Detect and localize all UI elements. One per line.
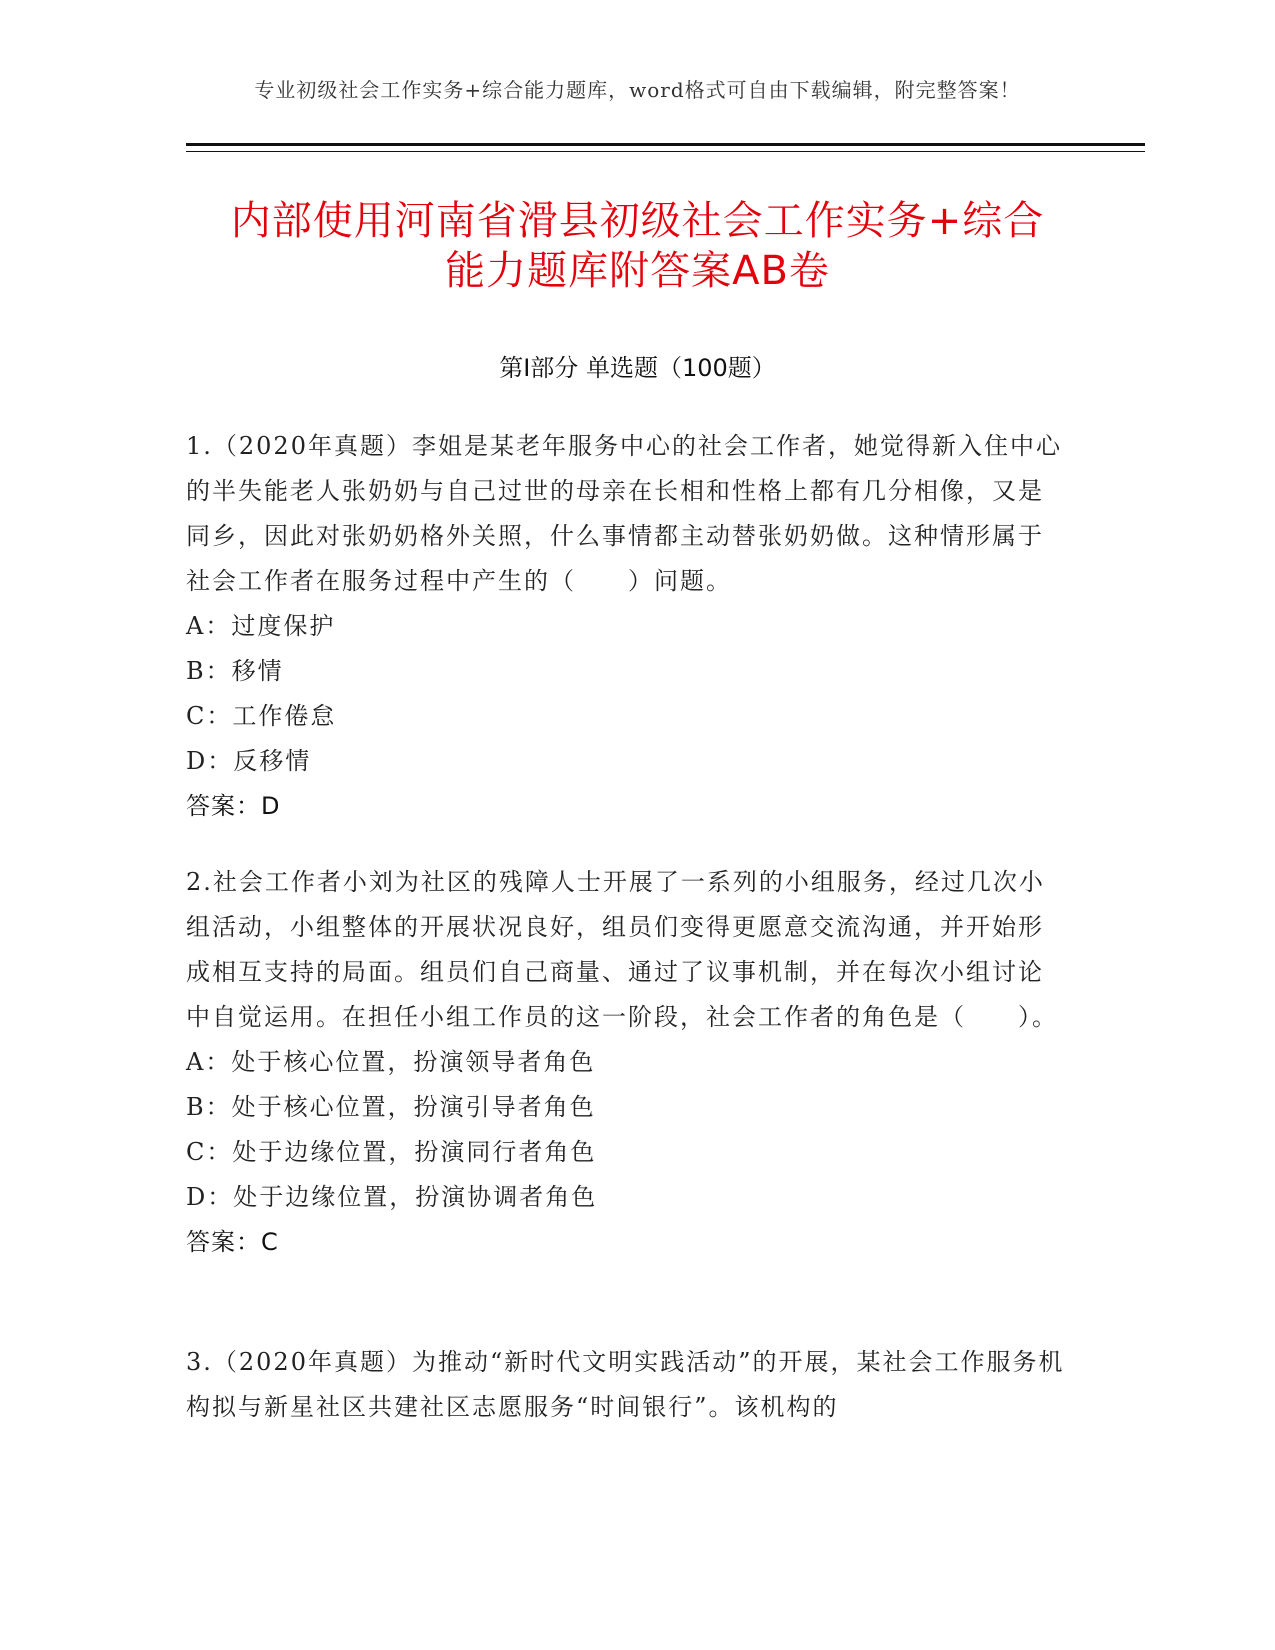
option-a: A：处于核心位置，扮演领导者角色 — [186, 1048, 596, 1076]
option-c: C：工作倦怠 — [186, 702, 337, 730]
answer: 答案：C — [186, 1228, 279, 1256]
question-3 — [186, 1340, 1066, 1430]
document-title-line-2: 能力题库附答案AB卷 — [445, 248, 830, 294]
option-d: D：反移情 — [186, 747, 312, 775]
document-title-line-1: 内部使用河南省滑县初级社会工作实务+综合 — [230, 198, 1045, 244]
question-stem: 1.（2020年真题）李姐是某老年服务中心的社会工作者，她觉得新入住中心的半失能老人张奶奶与自己过世的母亲在长相和性格上都有几分相像，又是同乡，因此对张奶奶格外关照，什么事情都主动替张奶奶做。这种情形属于社会工作者在服务过程中产生的（ ）问题。 — [186, 432, 1062, 595]
header-divider-thick — [186, 143, 1145, 146]
option-c: C：处于边缘位置，扮演同行者角色 — [186, 1138, 597, 1166]
option-a: A：过度保护 — [186, 612, 336, 640]
header-divider-thin — [186, 151, 1145, 152]
question-stem: 3.（2020年真题）为推动“新时代文明实践活动”的开展，某社会工作服务机构拟与新星社区共建社区志愿服务“时间银行”。该机构的 — [186, 1348, 1065, 1421]
option-b: B：移情 — [186, 657, 284, 685]
section-heading: 第Ⅰ部分 单选题（100题） — [499, 354, 776, 382]
question-1 — [186, 424, 1066, 829]
document-title — [180, 196, 1095, 296]
option-d: D：处于边缘位置，扮演协调者角色 — [186, 1183, 598, 1211]
question-2 — [186, 860, 1066, 1265]
header-note: 专业初级社会工作实务+综合能力题库，word格式可自由下载编辑，附完整答案！ — [254, 78, 1021, 102]
option-b: B：处于核心位置，扮演引导者角色 — [186, 1093, 596, 1121]
question-stem: 2.社会工作者小刘为社区的残障人士开展了一系列的小组服务，经过几次小组活动，小组整体的开展状况良好，组员们变得更愿意交流沟通，并开始形成相互支持的局面。组员们自己商量、通过了议事机制，并在每次小组讨论中自觉运用。在担任小组工作员的这一阶段，社会工作者的角色是（ ）。 — [186, 868, 1058, 1031]
answer: 答案：D — [186, 792, 281, 820]
